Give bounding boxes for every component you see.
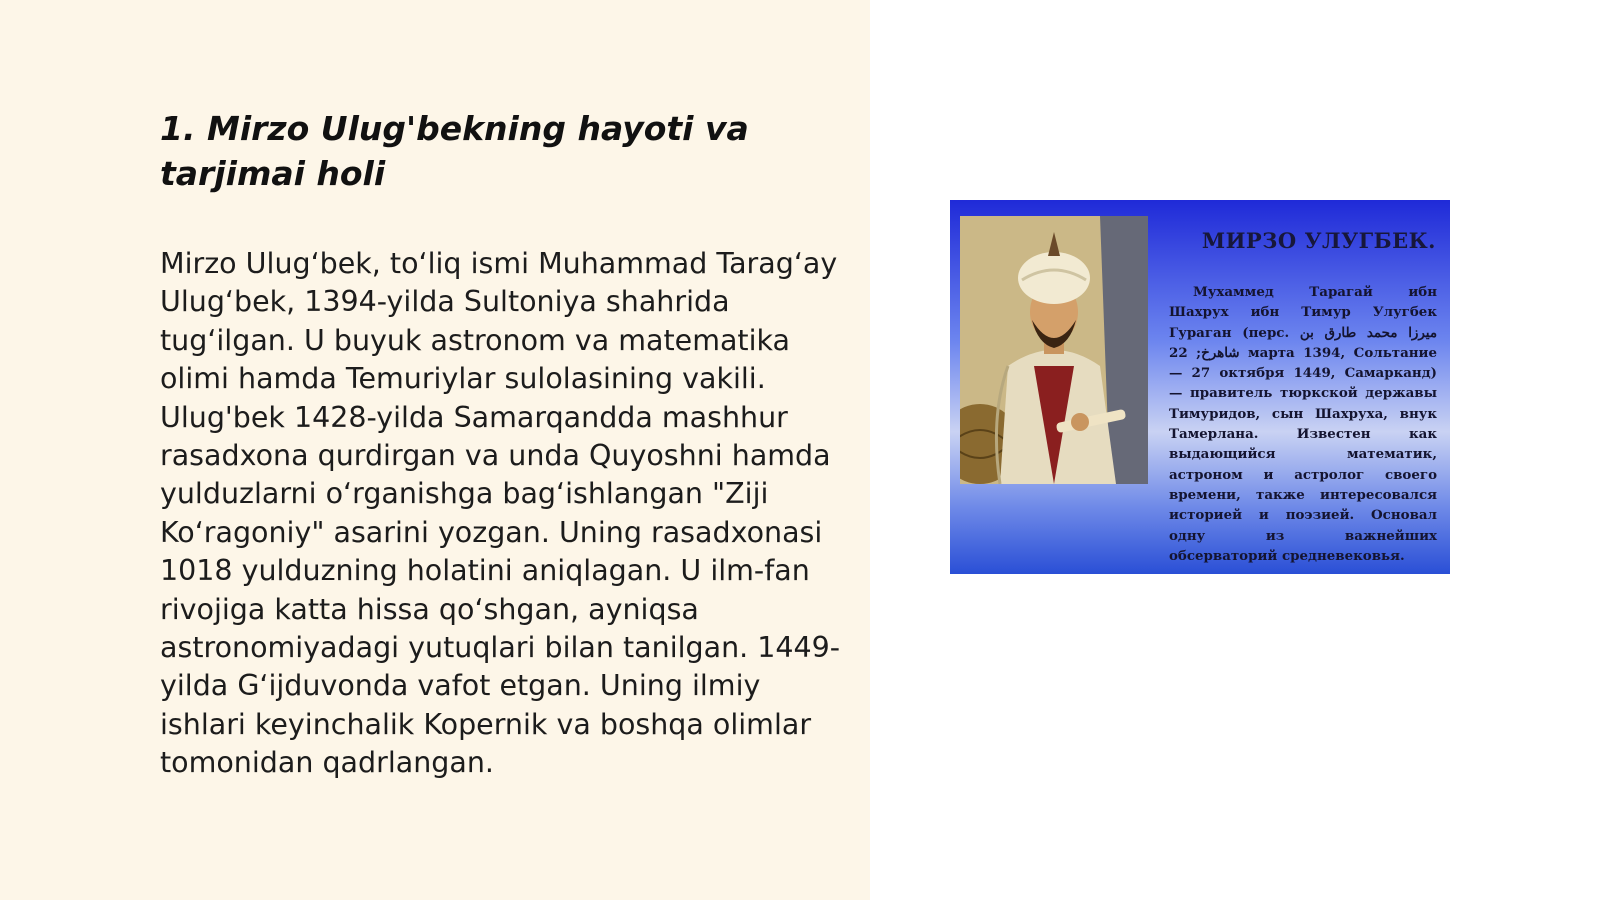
portrait-drawing xyxy=(960,216,1148,484)
figure-caption-text: Мухаммед Тарагай ибн Шахрух ибн Тимур Улугбек Гураган (перс. میرزا محمد طارق بن شاهرخ; 22 марта 1394, Сольтание — 27 октября 1449, Самарканд) — правитель тюркской державы Тимуридов, сын Шахруха, внук Тамерлана. Известен как выдающийся математик, астроном и астролог своего времени, также интересовался историей и поэзией. Основал одну из важнейших обсерваторий средневековья. xyxy=(1169,284,1438,564)
ulugbek-figure-image xyxy=(950,200,1450,574)
ulugbek-portrait xyxy=(960,216,1148,484)
slide-body-text: Mirzo Ulugʻbek, toʻliq ismi Muhammad Taragʻay Ulugʻbek, 1394-yilda Sultoniya shahrida tugʻilgan. U buyuk astronom va matematika olimi hamda Temuriylar sulolasining vakili. Ulug'bek 1428-yilda Samarqandda mashhur rasadxona qurdirgan va unda Quyoshni hamda yulduzlarni oʻrganishga bagʻishlangan "Ziji Koʻragoniy" asarini yozgan. Uning rasadxonasi 1018 yulduzning holatini aniqlagan. U ilm-fan rivojiga katta hissa qoʻshgan, ayniqsa astronomiyadagi yutuqlari bilan tanilgan. 1449-yilda Gʻijduvonda vafot etgan. Uning ilmiy ishlari keyinchalik Kopernik va boshqa olimlar tomonidan qadrlangan. xyxy=(160,247,841,780)
figure-heading: МИРЗО УЛУГБЕК. xyxy=(1201,228,1436,253)
slide-title: 1. Mirzo Ulug'bekning hayoti va tarjimai holi xyxy=(160,109,749,193)
